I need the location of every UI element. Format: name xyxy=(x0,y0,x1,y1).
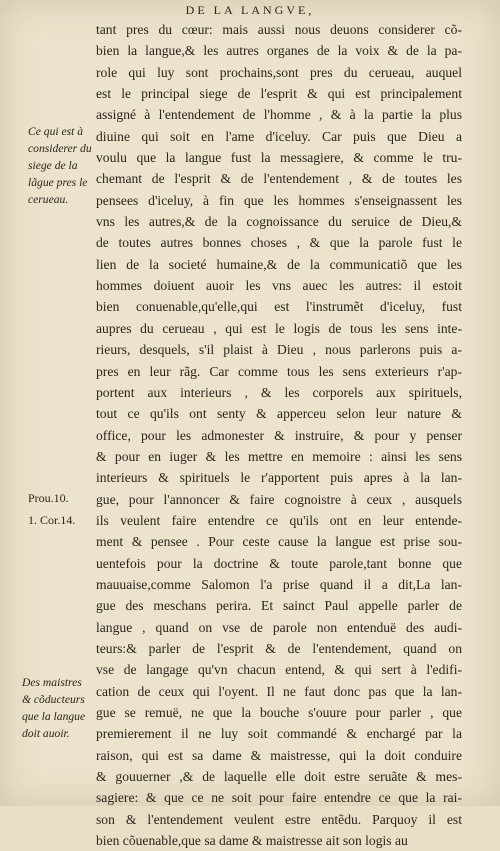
main-text-block xyxy=(96,19,462,851)
text-line: bien la langue,& les autres organes de la voix & de la pa- xyxy=(96,43,462,59)
text-line: uentefois pour la doctrine & toute parole,tant bonne que xyxy=(96,555,462,571)
text-line: & pour en iuger & les mettre en memoire : ainsi les sens xyxy=(96,448,462,464)
text-line: lien de la societé humaine,& de la communicatiõ que les xyxy=(96,256,462,272)
margin-note-line: que la langue xyxy=(22,710,86,723)
text-line: rieurs, desquels, s'il plaist à Dieu , nous parlerons puis a- xyxy=(96,342,462,358)
text-line: gue, pour l'annoncer & faire cognoistre à ceux , ausquels xyxy=(96,491,462,507)
margin-notes xyxy=(0,0,96,806)
margin-note-line: doit auoir. xyxy=(22,727,70,740)
text-line: voulu que la langue fust la messagiere, & comme le tru- xyxy=(96,150,462,166)
text-line: pensees d'iceluy, à fin que les hommes s'enseignassent les xyxy=(96,192,462,208)
margin-note-line: lãgue pres le xyxy=(28,176,88,189)
text-line: & gouuerner ,& de laquelle elle doit estre seruãte & mes- xyxy=(96,769,462,785)
margin-note-line: considerer du xyxy=(28,142,92,155)
text-line: est le principal siege de l'esprit & qui est principalement xyxy=(96,86,462,102)
text-line: portent aux interieurs , & les corporels aux spirituels, xyxy=(96,384,462,400)
text-line: tout ce qu'ils ont senty & apperceu selon leur nature & xyxy=(96,406,462,422)
text-line: pres en leur rãg. Car comme tous les sens exterieurs r'ap- xyxy=(96,363,462,379)
text-line: mauuaise,comme Salomon l'a prise quand il a dit,La lan- xyxy=(96,576,462,592)
text-line: de toutes autres bonnes choses , & que la parole fust le xyxy=(96,235,462,251)
text-line: ils veulent faire entendre ce qu'ils ont en leur entende- xyxy=(96,512,462,528)
text-line: raison, qui est sa dame & maistresse, qui la doit conduire xyxy=(96,747,462,763)
text-line: chemant de l'esprit & de l'entendement , & de toutes les xyxy=(96,171,462,187)
text-line: gue des meschans perira. Et sainct Paul appelle parler de xyxy=(96,598,462,614)
text-line: vns les autres,& de la cognoissance du seruice de Dieu,& xyxy=(96,214,462,230)
margin-note-line: siege de la xyxy=(28,159,78,172)
text-line: bien conuenable,qu'elle,qui est l'instrumẽt d'iceluy, fust xyxy=(96,299,462,315)
margin-note-line: 1. Cor.14. xyxy=(28,513,76,527)
text-line: interieurs & spirituels le r'apportent puis apres à la lan- xyxy=(96,470,462,486)
text-line: langue , quand on vse de parole non entenduë des audi- xyxy=(96,619,462,635)
text-line: sagiere: & que ce ne soit pour faire entendre ce que la rai- xyxy=(96,790,462,806)
margin-note-line: Des maistres xyxy=(22,676,82,689)
text-line: vse de langage qu'vn chacun entend, & qui sert à l'edifi- xyxy=(96,662,462,678)
margin-note-line: & cõducteurs xyxy=(22,693,85,706)
margin-note-line: cerueau. xyxy=(28,193,69,206)
running-head: DE LA LANGVE, xyxy=(185,3,315,17)
text-line: son & l'entendement veulent estre entẽdu. Parquoy il est xyxy=(96,811,462,827)
text-line: diuine qui soit en l'ame d'iceluy. Car puis que Dieu a xyxy=(96,128,462,144)
margin-note-line: Ce qui est à xyxy=(28,125,84,138)
text-line: hommes doiuent auoir les vns auec les autres: il estoit xyxy=(96,278,462,294)
text-line: role qui luy sont prochains,sont pres du cerueau, auquel xyxy=(96,64,462,80)
text-line: ment & pensee . Pour ceste cause la langue est prise sou- xyxy=(96,534,462,550)
text-line: assigné à l'entendement de l'homme , & à la partie la plus xyxy=(96,107,462,123)
text-line: tant pres du cœur: mais aussi nous deuons considerer cõ- xyxy=(96,22,462,37)
margin-note-line: Prou.10. xyxy=(28,491,69,505)
margin-note-siege xyxy=(28,123,92,208)
margin-note-maistres xyxy=(22,674,85,742)
text-line: teurs:& parler de l'esprit & de l'entendement, quand on xyxy=(96,640,462,656)
text-line: gue se remuë, ne que la bouche s'ouure pour parler , que xyxy=(96,705,462,720)
margin-note-references xyxy=(28,487,75,531)
text-line: cation de ceux qui l'oyent. Il ne faut donc pas que la lan- xyxy=(96,683,462,699)
text-line: office, pour les admonester & instruire, & pour y penser xyxy=(96,427,462,443)
text-line: bien cõuenable,que sa dame & maistresse ait son logis au xyxy=(96,833,408,849)
text-line: premierement il ne luy soit commandé & enchargé par la xyxy=(96,726,462,742)
text-line: aupres du cerueau , qui est le logis de tous les sens inte- xyxy=(96,320,462,336)
